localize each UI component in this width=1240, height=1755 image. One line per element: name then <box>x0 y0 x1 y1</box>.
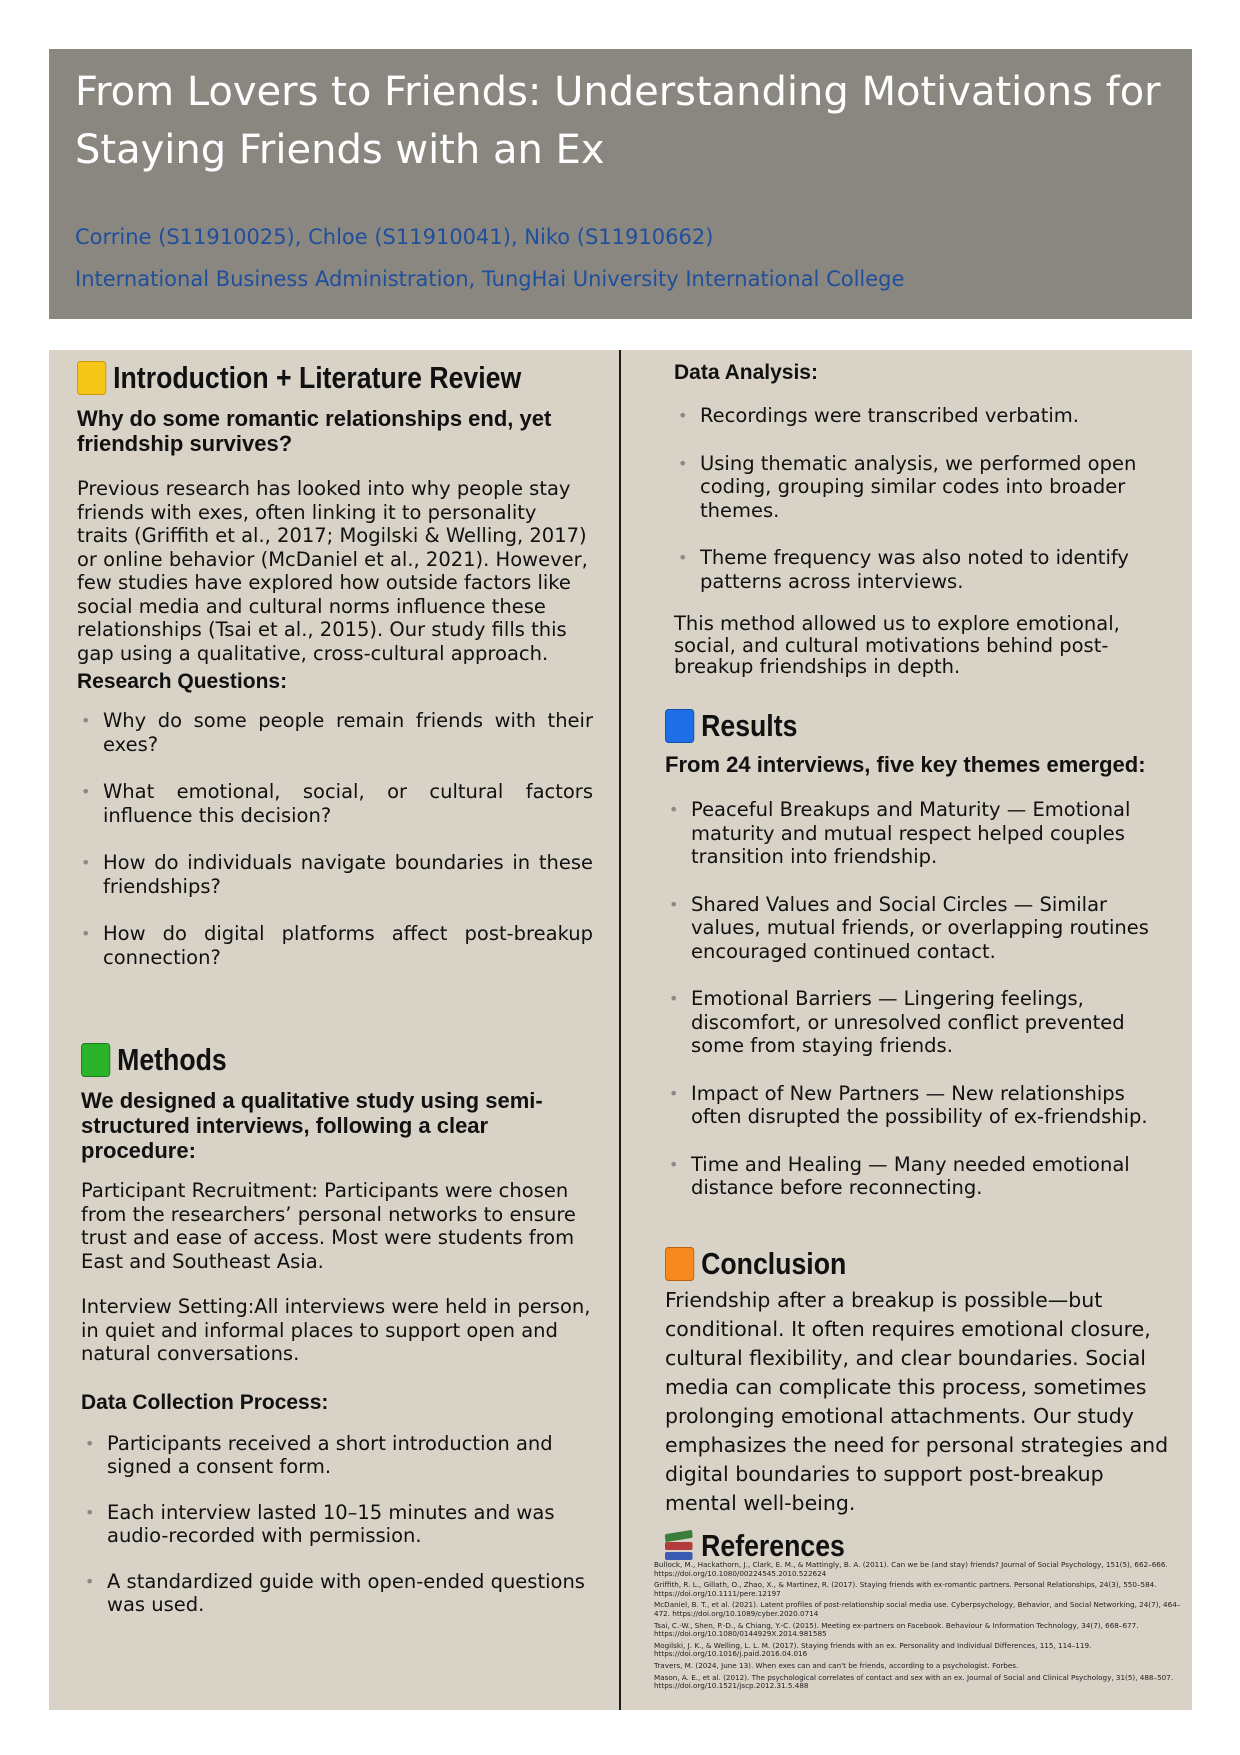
column-divider <box>619 350 621 1710</box>
methods-lead: We designed a qualitative study using semi-structured interviews, following a clear procedure: <box>81 1088 543 1163</box>
analysis-summary: This method allowed us to explore emotional, social, and cultural motivations behind post-breakup friendships in depth. <box>674 612 1120 678</box>
conclusion-block <box>665 1286 1180 1518</box>
reference-item: Mogilski, J. K., & Welling, L. L. M. (2017). Staying friends with an ex. Personality and Individual Differences, 115, 114–119. https://doi.org/10.1016/j.paid.2016.04.016 <box>654 1640 1092 1659</box>
list-item: • Why do some people remain friends with their exes? <box>77 709 593 756</box>
list-item: • Each interview lasted 10–15 minutes and was audio-recorded with permission. <box>81 1501 593 1548</box>
list-item: • Shared Values and Social Circles — Similar values, mutual friends, or overlapping routines encouraged continued contact. <box>665 893 1175 964</box>
list-item: • Peaceful Breakups and Maturity — Emotional maturity and mutual respect helped couples transition into friendship. <box>665 798 1175 869</box>
books-icon <box>665 1530 694 1562</box>
intro-heading-text: Introduction + Literature Review <box>113 360 522 395</box>
references-list <box>654 1561 1184 1694</box>
results-block <box>665 752 1175 1200</box>
list-item: • Participants received a short introduction and signed a consent form. <box>81 1432 593 1479</box>
conclusion-body: Friendship after a breakup is possible—but conditional. It often requires emotional closure, cultural flexibility, and clear boundaries. Social media can complicate this process, sometimes prolonging emotional attachments. Our study emphasizes the need for personal strategies and digital boundaries to support post-breakup mental well-being. <box>665 1288 1169 1515</box>
rq-heading: Research Questions: <box>77 670 288 693</box>
list-item: • Using thematic analysis, we performed open coding, grouping similar codes into broader themes. <box>674 452 1174 523</box>
analysis-block <box>674 360 1174 678</box>
data-collection-heading: Data Collection Process: <box>81 1390 329 1414</box>
methods-heading <box>81 1042 227 1078</box>
intro-body: Previous research has looked into why people stay friends with exes, often linking it to personality traits (Griffith et al., 2017; Mogilski & Welling, 2017) or online behavior (McDaniel et al., 2021). However, few studies have explored how outside factors like social media and cultural norms influence these relationships (Tsai et al., 2015). Our study fills this gap using a qualitative, cross-cultural approach. <box>77 477 588 665</box>
conclusion-heading-text: Conclusion <box>701 1246 847 1281</box>
references-heading <box>665 1528 845 1564</box>
green-square-icon <box>81 1043 110 1077</box>
reference-item: Tsai, C.-W., Shen, P.-D., & Chiang, Y.-C. (2015). Meeting ex-partners on Facebook. Behaviour & Information Technology, 34(7), 668–677. https://doi.org/10.1080/0144929X.2014.981585 <box>654 1620 1139 1639</box>
list-item: • Impact of New Partners — New relationships often disrupted the possibility of ex-friendship. <box>665 1082 1175 1129</box>
list-item: • Recordings were transcribed verbatim. <box>674 404 1174 428</box>
intro-block <box>77 406 593 969</box>
intro-question: Why do some romantic relationships end, yet friendship survives? <box>77 406 552 456</box>
conclusion-heading <box>665 1246 846 1282</box>
list-item: • Theme frequency was also noted to identify patterns across interviews. <box>674 546 1174 593</box>
yellow-square-icon <box>77 361 106 395</box>
results-lead: From 24 interviews, five key themes emerged: <box>665 752 1146 777</box>
methods-block <box>81 1088 593 1617</box>
reference-item: Bullock, M., Hackathorn, J., Clark, E. M., & Mattingly, B. A. (2011). Can we be (and stay) friends? Journal of Social Psychology, 151(5), 662–666. https://doi.org/10.1080/00224545.2010.522624 <box>654 1560 1168 1578</box>
list-item: • How do digital platforms affect post-breakup connection? <box>77 922 593 969</box>
rq-list <box>77 709 593 969</box>
results-heading <box>665 708 797 744</box>
reference-item: McDaniel, B. T., et al. (2021). Latent profiles of post-relationship social media use. Cyberpsychology, Behavior, and Social Networking, 24(7), 464–472. https://doi.org/10.1089/cyber.2020.0714 <box>654 1600 1181 1618</box>
analysis-heading: Data Analysis: <box>674 361 818 384</box>
reference-item: Griffith, R. L., Gillath, O., Zhao, X., & Martinez, R. (2017). Staying friends with ex-romantic partners. Personal Relationships, 24(3), 550–584. https://doi.org/10.1111/pere.12197 <box>654 1580 1157 1598</box>
methods-setting: Interview Setting:All interviews were held in person, in quiet and informal places to support open and natural conversations. <box>81 1295 591 1365</box>
reference-item: Travers, M. (2024, June 13). When exes can and can't be friends, according to a psychologist. Forbes. <box>654 1660 1019 1670</box>
blue-square-icon <box>665 709 694 743</box>
data-collection-list <box>81 1432 593 1617</box>
references-heading-text: References <box>701 1528 845 1563</box>
results-list <box>665 798 1175 1200</box>
poster-header <box>49 49 1192 319</box>
analysis-list <box>674 404 1174 593</box>
list-item: • A standardized guide with open-ended questions was used. <box>81 1570 593 1617</box>
list-item: • Emotional Barriers — Lingering feelings, discomfort, or unresolved conflict prevented some from staying friends. <box>665 987 1175 1058</box>
orange-square-icon <box>665 1247 694 1281</box>
affiliation: International Business Administration, TungHai University International College <box>75 267 905 291</box>
intro-heading <box>77 360 521 396</box>
results-heading-text: Results <box>701 708 798 743</box>
authors: Corrine (S11910025), Chloe (S11910041), Niko (S11910662) <box>75 225 714 249</box>
list-item: • How do individuals navigate boundaries in these friendships? <box>77 851 593 898</box>
methods-recruitment: Participant Recruitment: Participants were chosen from the researchers’ personal networks to ensure trust and ease of access. Most were students from East and Southeast Asia. <box>81 1179 576 1273</box>
list-item: • Time and Healing — Many needed emotional distance before reconnecting. <box>665 1153 1175 1200</box>
list-item: • What emotional, social, or cultural factors influence this decision? <box>77 780 593 827</box>
poster-title: From Lovers to Friends: Understanding Motivations for Staying Friends with an Ex <box>75 69 1161 173</box>
methods-heading-text: Methods <box>117 1042 227 1077</box>
reference-item: Mason, A. E., et al. (2012). The psychological correlates of contact and sex with an ex. Journal of Social and Clinical Psychology, 31(5), 488–507. https://doi.org/10.1521/jscp.2012.31.5.488 <box>654 1672 1174 1691</box>
